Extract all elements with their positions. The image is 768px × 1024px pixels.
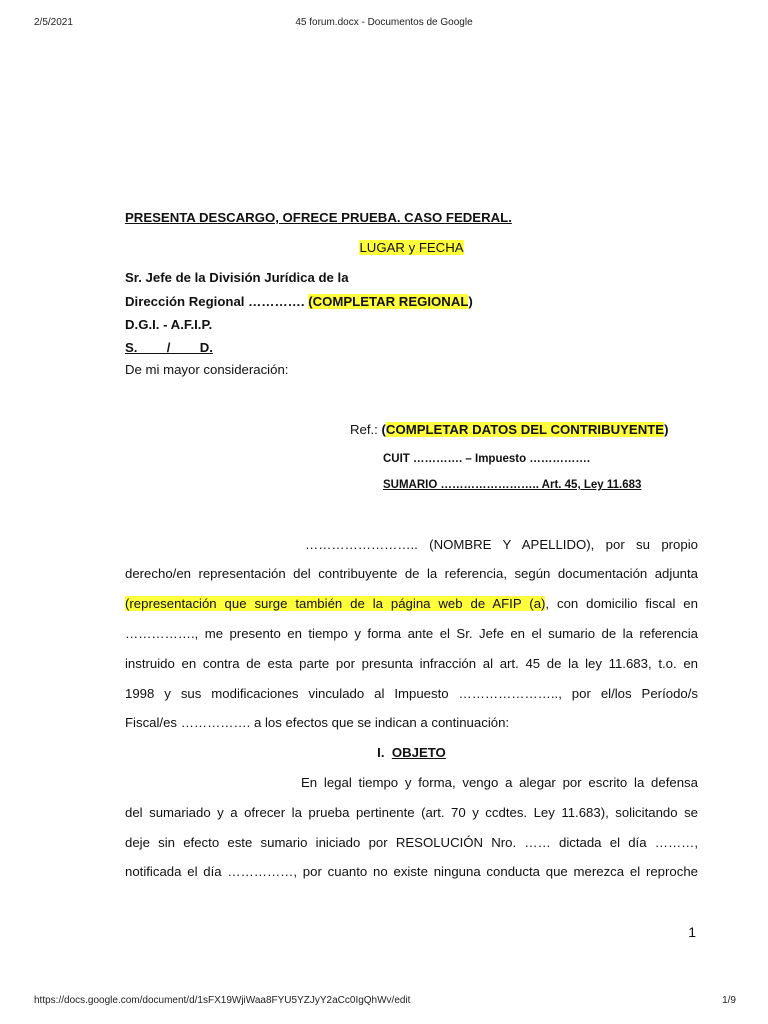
addressee-line-4: S. / D. <box>125 340 213 355</box>
reference-prefix: Ref.: <box>350 422 382 437</box>
reference-open: ( <box>381 422 386 437</box>
addressee-regional-prefix: Dirección Regional …………. <box>125 294 309 309</box>
paragraph-1-line-6: 1998 y sus modificaciones vinculado al Impuesto ………………….., por el/los Período/s <box>125 686 698 701</box>
paragraph-1-line-4: ……………., me presento en tiempo y forma ante el Sr. Jefe en el sumario de la referencia <box>125 626 698 641</box>
afip-representation-highlight: (representación que surge también de la página web de AFIP (a) <box>125 596 546 611</box>
place-date-highlight: LUGAR y FECHA <box>359 240 464 255</box>
print-url: https://docs.google.com/document/d/1sFX19WjiWaa8FYU5YZJyY2aCc0IgQhWv/edit <box>34 995 411 1006</box>
paragraph-1-line-3 <box>125 596 698 611</box>
paragraph-1-line-2: derecho/en representación del contribuyente de la referencia, según documentación adjunta <box>125 566 698 581</box>
print-doc-title: 45 forum.docx - Documentos de Google <box>295 17 473 28</box>
sumario-line: SUMARIO …………………….. Art. 45, Ley 11.683 <box>383 479 642 491</box>
paragraph-2-line-1: En legal tiempo y forma, vengo a alegar por escrito la defensa <box>301 775 698 790</box>
addressee-line-2 <box>125 294 473 309</box>
greeting: De mi mayor consideración: <box>125 362 289 377</box>
reference-highlight: COMPLETAR DATOS DEL CONTRIBUYENTE <box>385 422 665 437</box>
print-date: 2/5/2021 <box>34 17 73 28</box>
place-date <box>125 240 698 255</box>
cuit-line: CUIT …………. – Impuesto ……………. <box>383 453 591 465</box>
section-title: OBJETO <box>391 745 446 760</box>
addressee-line-1: Sr. Jefe de la División Jurídica de la <box>125 270 349 285</box>
addressee-regional-highlight: (COMPLETAR REGIONAL <box>308 294 469 309</box>
section-number: I. <box>377 745 385 760</box>
addressee-line-3: D.G.I. - A.F.I.P. <box>125 317 213 332</box>
paragraph-2-line-4: notificada el día ……………, por cuanto no existe ninguna conducta que merezca el reproche <box>125 864 698 879</box>
paragraph-1-line-5: instruido en contra de esta parte por presunta infracción al art. 45 de la ley 11.683, t.o. en <box>125 656 698 671</box>
paragraph-2-line-3: deje sin efecto este sumario iniciado por RESOLUCIÓN Nro. …… dictada el día ………, <box>125 835 698 850</box>
paragraph-1-line-1: …………………….. (NOMBRE Y APELLIDO), por su propio <box>305 537 698 552</box>
section-heading <box>125 745 698 760</box>
paragraph-1-line-3-rest: , con domicilio fiscal en <box>545 596 698 611</box>
reference-close: ) <box>664 422 669 437</box>
print-page-count: 1/9 <box>722 995 736 1006</box>
reference-line <box>350 422 669 437</box>
addressee-regional-close: ) <box>468 294 473 309</box>
document-heading: PRESENTA DESCARGO, OFRECE PRUEBA. CASO FEDERAL. <box>125 210 512 225</box>
page-number: 1 <box>688 924 696 940</box>
paragraph-1-line-7: Fiscal/es ……………. a los efectos que se indican a continuación: <box>125 715 510 730</box>
paragraph-2-line-2: del sumariado y a ofrecer la prueba pertinente (art. 70 y ccdtes. Ley 11.683), solicitando se <box>125 805 698 820</box>
